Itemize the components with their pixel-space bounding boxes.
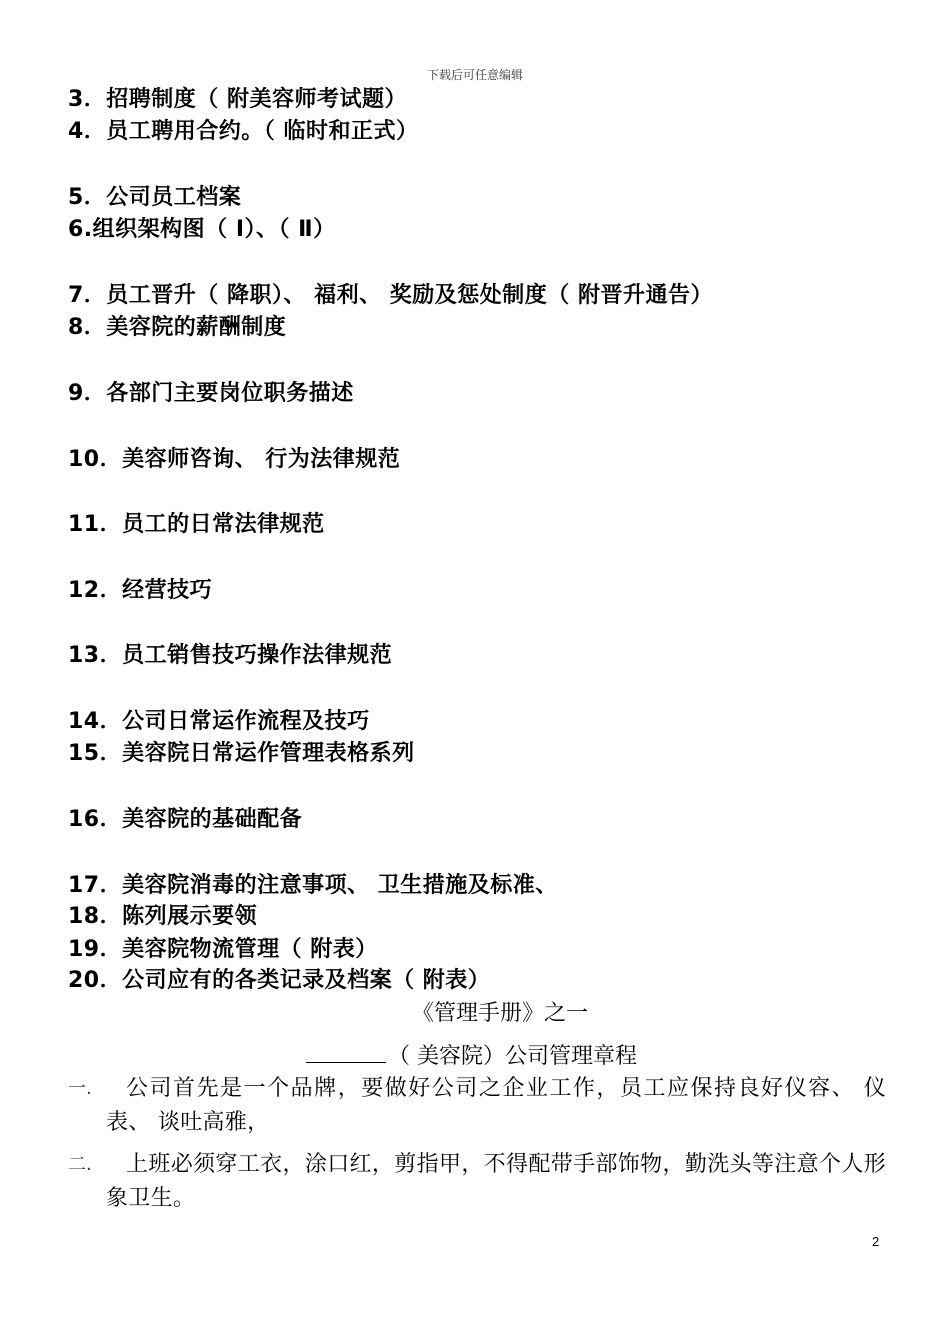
toc-item: 8．美容院的薪酬制度 (68, 315, 287, 340)
clause-item (68, 1072, 886, 1140)
toc-item: 16．美容院的基础配备 (68, 807, 303, 832)
clause-item (68, 1148, 886, 1216)
toc-item: 10．美容师咨询、 行为法律规范 (68, 447, 401, 472)
manual-title: 《管理手册》之一 (411, 1001, 588, 1026)
toc-item: 18．陈列展示要领 (68, 904, 258, 929)
clause-text: 公司首先是一个品牌，要做好公司之企业工作，员工应保持良好仪容、 仪表、 谈吐高雅， (106, 1076, 886, 1135)
toc-item: 3．招聘制度（ 附美容师考试题） (68, 87, 407, 112)
toc-item: 12．经营技巧 (68, 578, 213, 603)
toc-item: 11．员工的日常法律规范 (68, 512, 325, 537)
toc-item: 14．公司日常运作流程及技巧 (68, 709, 370, 734)
header-note: 下载后可任意编辑 (426, 68, 523, 82)
toc-item: 19．美容院物流管理（ 附表） (68, 937, 378, 962)
toc-item: 4．员工聘用合约。（ 临时和正式） (68, 119, 419, 144)
toc-item: 6.组织架构图（ Ⅰ）、（ Ⅱ） (68, 217, 336, 242)
clause-number: 一. (68, 1078, 92, 1099)
toc-item: 7．员工晋升（ 降职）、 福利、 奖励及惩处制度（ 附晋升通告） (68, 283, 713, 308)
toc-item: 15．美容院日常运作管理表格系列 (68, 741, 415, 766)
toc-item: 17．美容院消毒的注意事项、 卫生措施及标准、 (68, 873, 558, 898)
blank-underline (306, 1042, 386, 1063)
clause-text: 上班必须穿工衣，涂口红，剪指甲，不得配带手部饰物，勤洗头等注意个人形象卫生。 (106, 1152, 886, 1211)
toc-item: 13．员工销售技巧操作法律规范 (68, 643, 393, 668)
page-number: 2 (872, 1234, 880, 1249)
toc-item: 20．公司应有的各类记录及档案（ 附表） (68, 968, 491, 993)
charter-title (306, 1042, 637, 1071)
clause-number: 二. (68, 1154, 92, 1175)
charter-title-text: （ 美容院）公司管理章程 (388, 1044, 637, 1069)
toc-item: 9．各部门主要岗位职务描述 (68, 381, 354, 406)
toc-item: 5．公司员工档案 (68, 185, 242, 210)
